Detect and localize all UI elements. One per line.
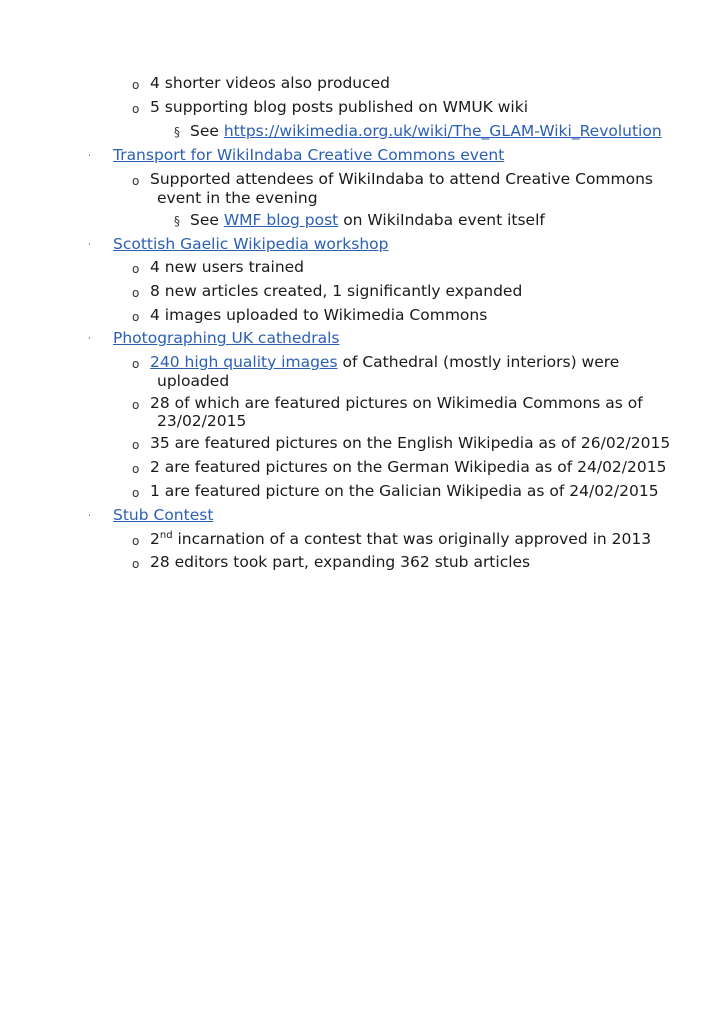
sub-bullet: o bbox=[132, 286, 140, 300]
list-item: 28 of which are featured pictures on Wikimedia Commons as of bbox=[150, 394, 643, 412]
sub-bullet: o bbox=[132, 102, 140, 116]
sub-sub-bullet: § bbox=[174, 214, 180, 228]
sub-bullet: o bbox=[132, 174, 140, 188]
bullet: · bbox=[88, 151, 91, 161]
incarnation-text: incarnation of a contest that was originally approved in 2013 bbox=[172, 530, 652, 548]
sub-sub-bullet: § bbox=[174, 125, 180, 139]
list-item bbox=[113, 146, 504, 165]
list-item: 8 new articles created, 1 significantly expanded bbox=[150, 282, 523, 300]
list-item bbox=[190, 122, 662, 141]
ordinal-suffix: nd bbox=[159, 529, 173, 541]
sub-bullet: o bbox=[132, 438, 140, 452]
list-item: 28 editors took part, expanding 362 stub articles bbox=[150, 553, 531, 571]
sub-bullet: o bbox=[132, 534, 140, 548]
list-item-continuation: 23/02/2015 bbox=[157, 412, 247, 430]
list-item: 5 supporting blog posts published on WMUK wiki bbox=[150, 98, 529, 116]
sub-bullet: o bbox=[132, 310, 140, 324]
see-label: See bbox=[190, 211, 224, 229]
see-label: See bbox=[190, 122, 224, 140]
wmf-rest-text: on WikiIndaba event itself bbox=[338, 211, 545, 229]
high-quality-images-link[interactable]: 240 high quality images bbox=[150, 353, 338, 371]
wmf-blog-post-link[interactable]: WMF blog post bbox=[223, 211, 339, 229]
list-item bbox=[190, 211, 545, 230]
list-item: 2 are featured pictures on the German Wikipedia as of 24/02/2015 bbox=[150, 458, 667, 476]
list-item-continuation: event in the evening bbox=[157, 189, 318, 207]
incarnation-number: 2 bbox=[150, 530, 160, 548]
stub-contest-link[interactable]: Stub Contest bbox=[113, 506, 214, 524]
sub-bullet: o bbox=[132, 557, 140, 571]
list-item bbox=[113, 329, 339, 348]
list-item: 35 are featured pictures on the English Wikipedia as of 26/02/2015 bbox=[150, 434, 671, 452]
sub-bullet: o bbox=[132, 78, 140, 92]
list-item: Supported attendees of WikiIndaba to attend Creative Commons bbox=[150, 170, 654, 188]
list-item: 4 new users trained bbox=[150, 258, 305, 276]
scottish-gaelic-workshop-link[interactable]: Scottish Gaelic Wikipedia workshop bbox=[113, 235, 389, 253]
list-item: 4 shorter videos also produced bbox=[150, 74, 391, 92]
bullet: · bbox=[88, 334, 91, 344]
list-item: 4 images uploaded to Wikimedia Commons bbox=[150, 306, 488, 324]
hq-rest-text: of Cathedral (mostly interiors) were bbox=[337, 353, 620, 371]
glam-wiki-link[interactable]: https://wikimedia.org.uk/wiki/The_GLAM-Wiki_Revolution bbox=[223, 122, 662, 140]
list-item-continuation: uploaded bbox=[157, 372, 230, 390]
photographing-cathedrals-link[interactable]: Photographing UK cathedrals bbox=[113, 329, 340, 347]
sub-bullet: o bbox=[132, 398, 140, 412]
list-item bbox=[113, 506, 213, 525]
list-item bbox=[150, 353, 619, 372]
sub-bullet: o bbox=[132, 486, 140, 500]
bullet: · bbox=[88, 240, 91, 250]
sub-bullet: o bbox=[132, 262, 140, 276]
sub-bullet: o bbox=[132, 462, 140, 476]
transport-wikiindaba-link[interactable]: Transport for WikiIndaba Creative Commons event bbox=[113, 146, 505, 164]
list-item: 1 are featured picture on the Galician Wikipedia as of 24/02/2015 bbox=[150, 482, 659, 500]
sub-bullet: o bbox=[132, 357, 140, 371]
bullet: · bbox=[88, 511, 91, 521]
list-item bbox=[113, 235, 389, 254]
list-item bbox=[150, 530, 651, 549]
